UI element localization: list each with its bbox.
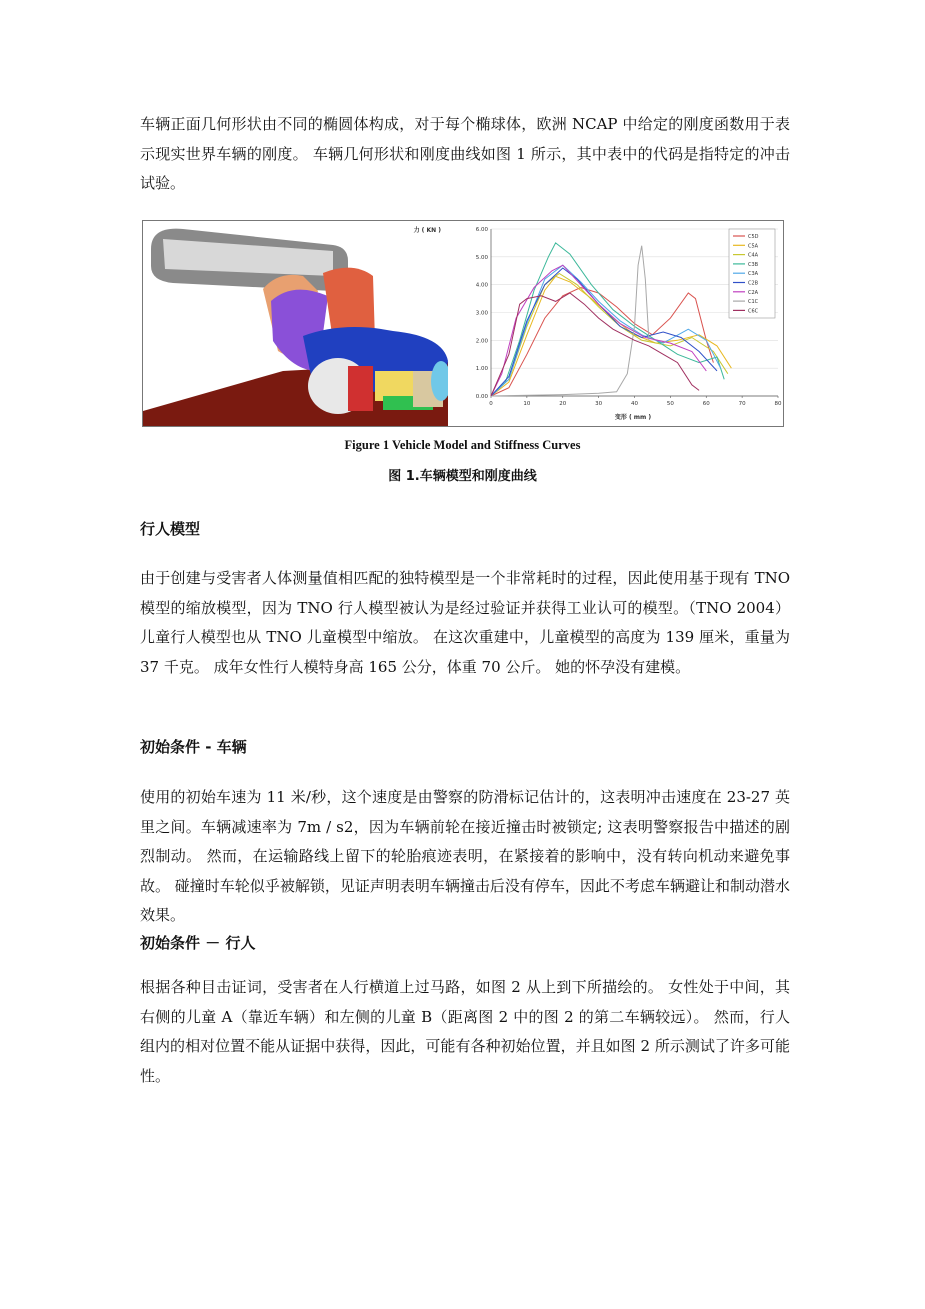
vehicle-model-illustration	[143, 229, 463, 426]
x-tick-label: 20	[559, 401, 567, 407]
legend-label-c5d: C5D	[748, 234, 759, 240]
x-tick-label: 0	[489, 401, 493, 407]
x-tick-label: 80	[774, 401, 782, 407]
y-tick-label: 2.00	[475, 338, 488, 345]
paragraph-initial-conditions-vehicle: 使用的初始车速为 11 米/秒，这个速度是由警察的防滑标记估计的，这表明冲击速度在 23-27 英里之间。车辆减速率为 7m / s2，因为车辆前轮在接近撞击时被锁定; 这表明警察报告中描述的剧烈制动。 然而，在运输路线上留下的轮胎痕迹表明，在紧接着的影响中，没有转向机动来避免事故。 碰撞时车轮似乎被解锁，见证声明表明车辆撞击后没有停车，因此不考虑车辆避让和制动潜水效果。	[140, 788, 790, 924]
heading-pedestrian-model: 行人模型	[140, 520, 201, 538]
x-tick-label: 50	[666, 401, 674, 407]
legend-label-c2a: C2A	[748, 289, 759, 296]
figure-caption-chinese: 图 1.车辆模型和刚度曲线	[388, 469, 537, 484]
x-axis-label: 变形 ( mm )	[614, 414, 652, 421]
y-tick-label: 1.00	[475, 366, 488, 373]
figure-caption-english: Figure 1 Vehicle Model and Stiffness Curves	[344, 438, 581, 452]
legend-label-c4a: C4A	[748, 252, 759, 259]
y-tick-label: 5.00	[475, 254, 488, 261]
paragraph-vehicle-geometry: 车辆正面几何形状由不同的椭圆体构成，对于每个椭球体，欧洲 NCAP 中给定的刚度函数用于表示现实世界车辆的刚度。 车辆几何形状和刚度曲线如图 1 所示，其中表中的代码是指特定的冲击试验。	[140, 115, 790, 192]
x-tick-label: 40	[631, 401, 638, 407]
stiffness-chart	[414, 221, 783, 426]
x-tick-label: 10	[523, 401, 531, 407]
legend-label-c3b: C3B	[748, 261, 759, 268]
legend-label-c2b: C2B	[748, 280, 759, 287]
paragraph-pedestrian-model: 由于创建与受害者人体测量值相匹配的独特模型是一个非常耗时的过程，因此使用基于现有 TNO 模型的缩放模型，因为 TNO 行人模型被认为是经过验证并获得工业认可的模型。（TNO 2004）儿童行人模型也从 TNO 儿童模型中缩放。 在这次重建中，儿童模型的高度为 139 厘米，重量为 37 千克。 成年女性行人模特身高 165 公分，体重 70 公斤。 她的怀孕没有建模。	[140, 569, 790, 676]
y-tick-label: 6.00	[475, 227, 488, 233]
figure-svg	[143, 221, 783, 426]
x-tick-label: 60	[702, 401, 710, 407]
legend-label-c6c: C6C	[748, 308, 759, 315]
y-axis-label: 力 ( KN )	[413, 227, 441, 234]
chart-legend	[729, 229, 775, 318]
y-tick-label: 0.00	[475, 394, 488, 400]
x-tick-label: 30	[595, 401, 603, 407]
y-tick-label: 4.00	[475, 282, 488, 289]
heading-initial-conditions-pedestrian: 初始条件 － 行人	[140, 934, 256, 952]
y-tick-label: 3.00	[475, 310, 488, 317]
heading-initial-conditions-vehicle: 初始条件 - 车辆	[140, 738, 247, 756]
legend-label-c1c: C1C	[748, 299, 759, 306]
paragraph-initial-conditions-pedestrian: 根据各种目击证词，受害者在人行横道上过马路，如图 2 从上到下所描绘的。 女性处于中间，其右侧的儿童 A（靠近车辆）和左侧的儿童 B（距离图 2 中的图 2 的第二车辆较远）。 然而，行人组内的相对位置不能从证据中获得，因此，可能有各种初始位置，并且如图 2 所示测试了许多可能性。	[140, 978, 790, 1085]
legend-label-c3a: C3A	[748, 271, 759, 278]
legend-label-c5a: C5A	[748, 243, 759, 250]
x-tick-label: 70	[738, 401, 746, 407]
figure-vehicle-model-and-stiffness	[142, 220, 784, 427]
